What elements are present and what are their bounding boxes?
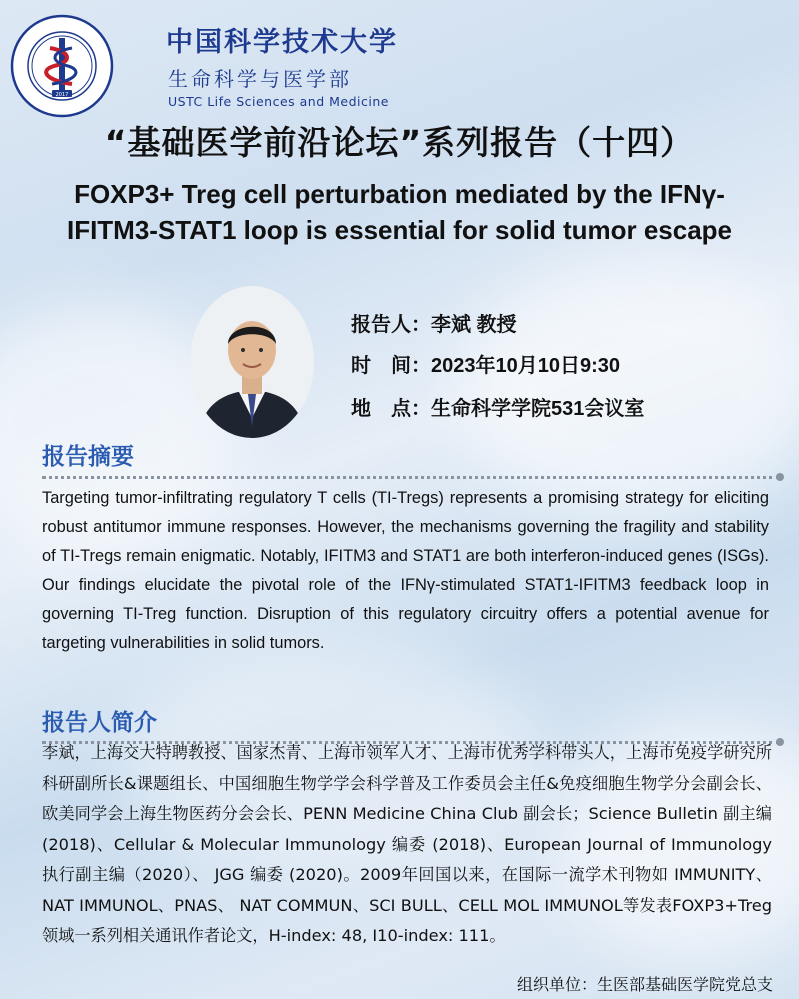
- time-label: 时 间：: [351, 353, 431, 377]
- speaker-line: [351, 308, 517, 337]
- series-title: “基础医学前沿论坛”系列报告（十四）: [104, 123, 695, 162]
- speaker-value: 李斌 教授: [431, 314, 517, 336]
- abstract-divider: [42, 476, 780, 479]
- header: [10, 8, 510, 108]
- university-name-cn: 中国科学技术大学: [166, 27, 398, 58]
- department-name-en: USTC Life Sciences and Medicine: [168, 94, 389, 109]
- abstract-text: Targeting tumor-infiltrating regulatory T cells (TI-Tregs) represents a promising strategy for eliciting robust antitumor immune responses. However, the mechanisms governing the fragility and stability of TI-Tregs remain enigmatic. Notably, IFITM3 and STAT1 are both interferon-induced genes (ISGs). Our findings elucidate the pivotal role of the IFNγ-stimulated STAT1-IFITM3 feedback loop in governing TI-Treg function. Disruption of this regulatory circuitry offers a potential avenue for targeting vulnerabilities in solid tumors.: [42, 489, 769, 652]
- time-line: [351, 349, 620, 378]
- bio-heading: 报告人简介: [42, 710, 157, 736]
- place-line: [351, 392, 644, 421]
- organizer: 组织单位：生医部基础医学院党总支: [516, 975, 773, 994]
- ustc-logo: [10, 14, 114, 118]
- talk-title: FOXP3+ Treg cell perturbation mediated by the IFNγ-IFITM3-STAT1 loop is essential for solid tumor escape: [66, 179, 733, 245]
- background-cloud: [460, 260, 799, 520]
- department-name-cn: 生命科学与医学部: [168, 67, 352, 91]
- bio-text: 李斌，上海交大特聘教授、国家杰青、上海市领军人才、上海市优秀学科带头人，上海市免疫学研究所科研副所长&课题组长、中国细胞生物学学会科学普及工作委员会主任&免疫细胞生物学分会副会长、欧美同学会上海生物医药分会会长、PENN Medicine China Club 副会长；Science Bulletin 副主编 (2018)、Cellular & Molecular Immunology 编委 (2018)、European Journal of Immunology 执行副主编（2020）、 JGG 编委 (2020)。2009年回国以来，在国际一流学术刊物如 IMMUNITY、NAT IMMUNOL、PNAS、 NAT COMMUN、SCI BULL、CELL MOL IMMUNOL等发表FOXP3+Treg领域一系列相关通讯作者论文，H-index: 48, I10-index: 111。: [42, 743, 772, 945]
- speaker-photo: [190, 286, 314, 438]
- speaker-label: 报告人：: [351, 312, 431, 336]
- place-label: 地 点：: [351, 396, 431, 420]
- abstract-heading: 报告摘要: [42, 444, 134, 470]
- place-value: 生命科学学院531会议室: [431, 398, 645, 420]
- time-value: 2023年10月10日9:30: [431, 355, 621, 377]
- svg-text:2017: 2017: [55, 92, 69, 98]
